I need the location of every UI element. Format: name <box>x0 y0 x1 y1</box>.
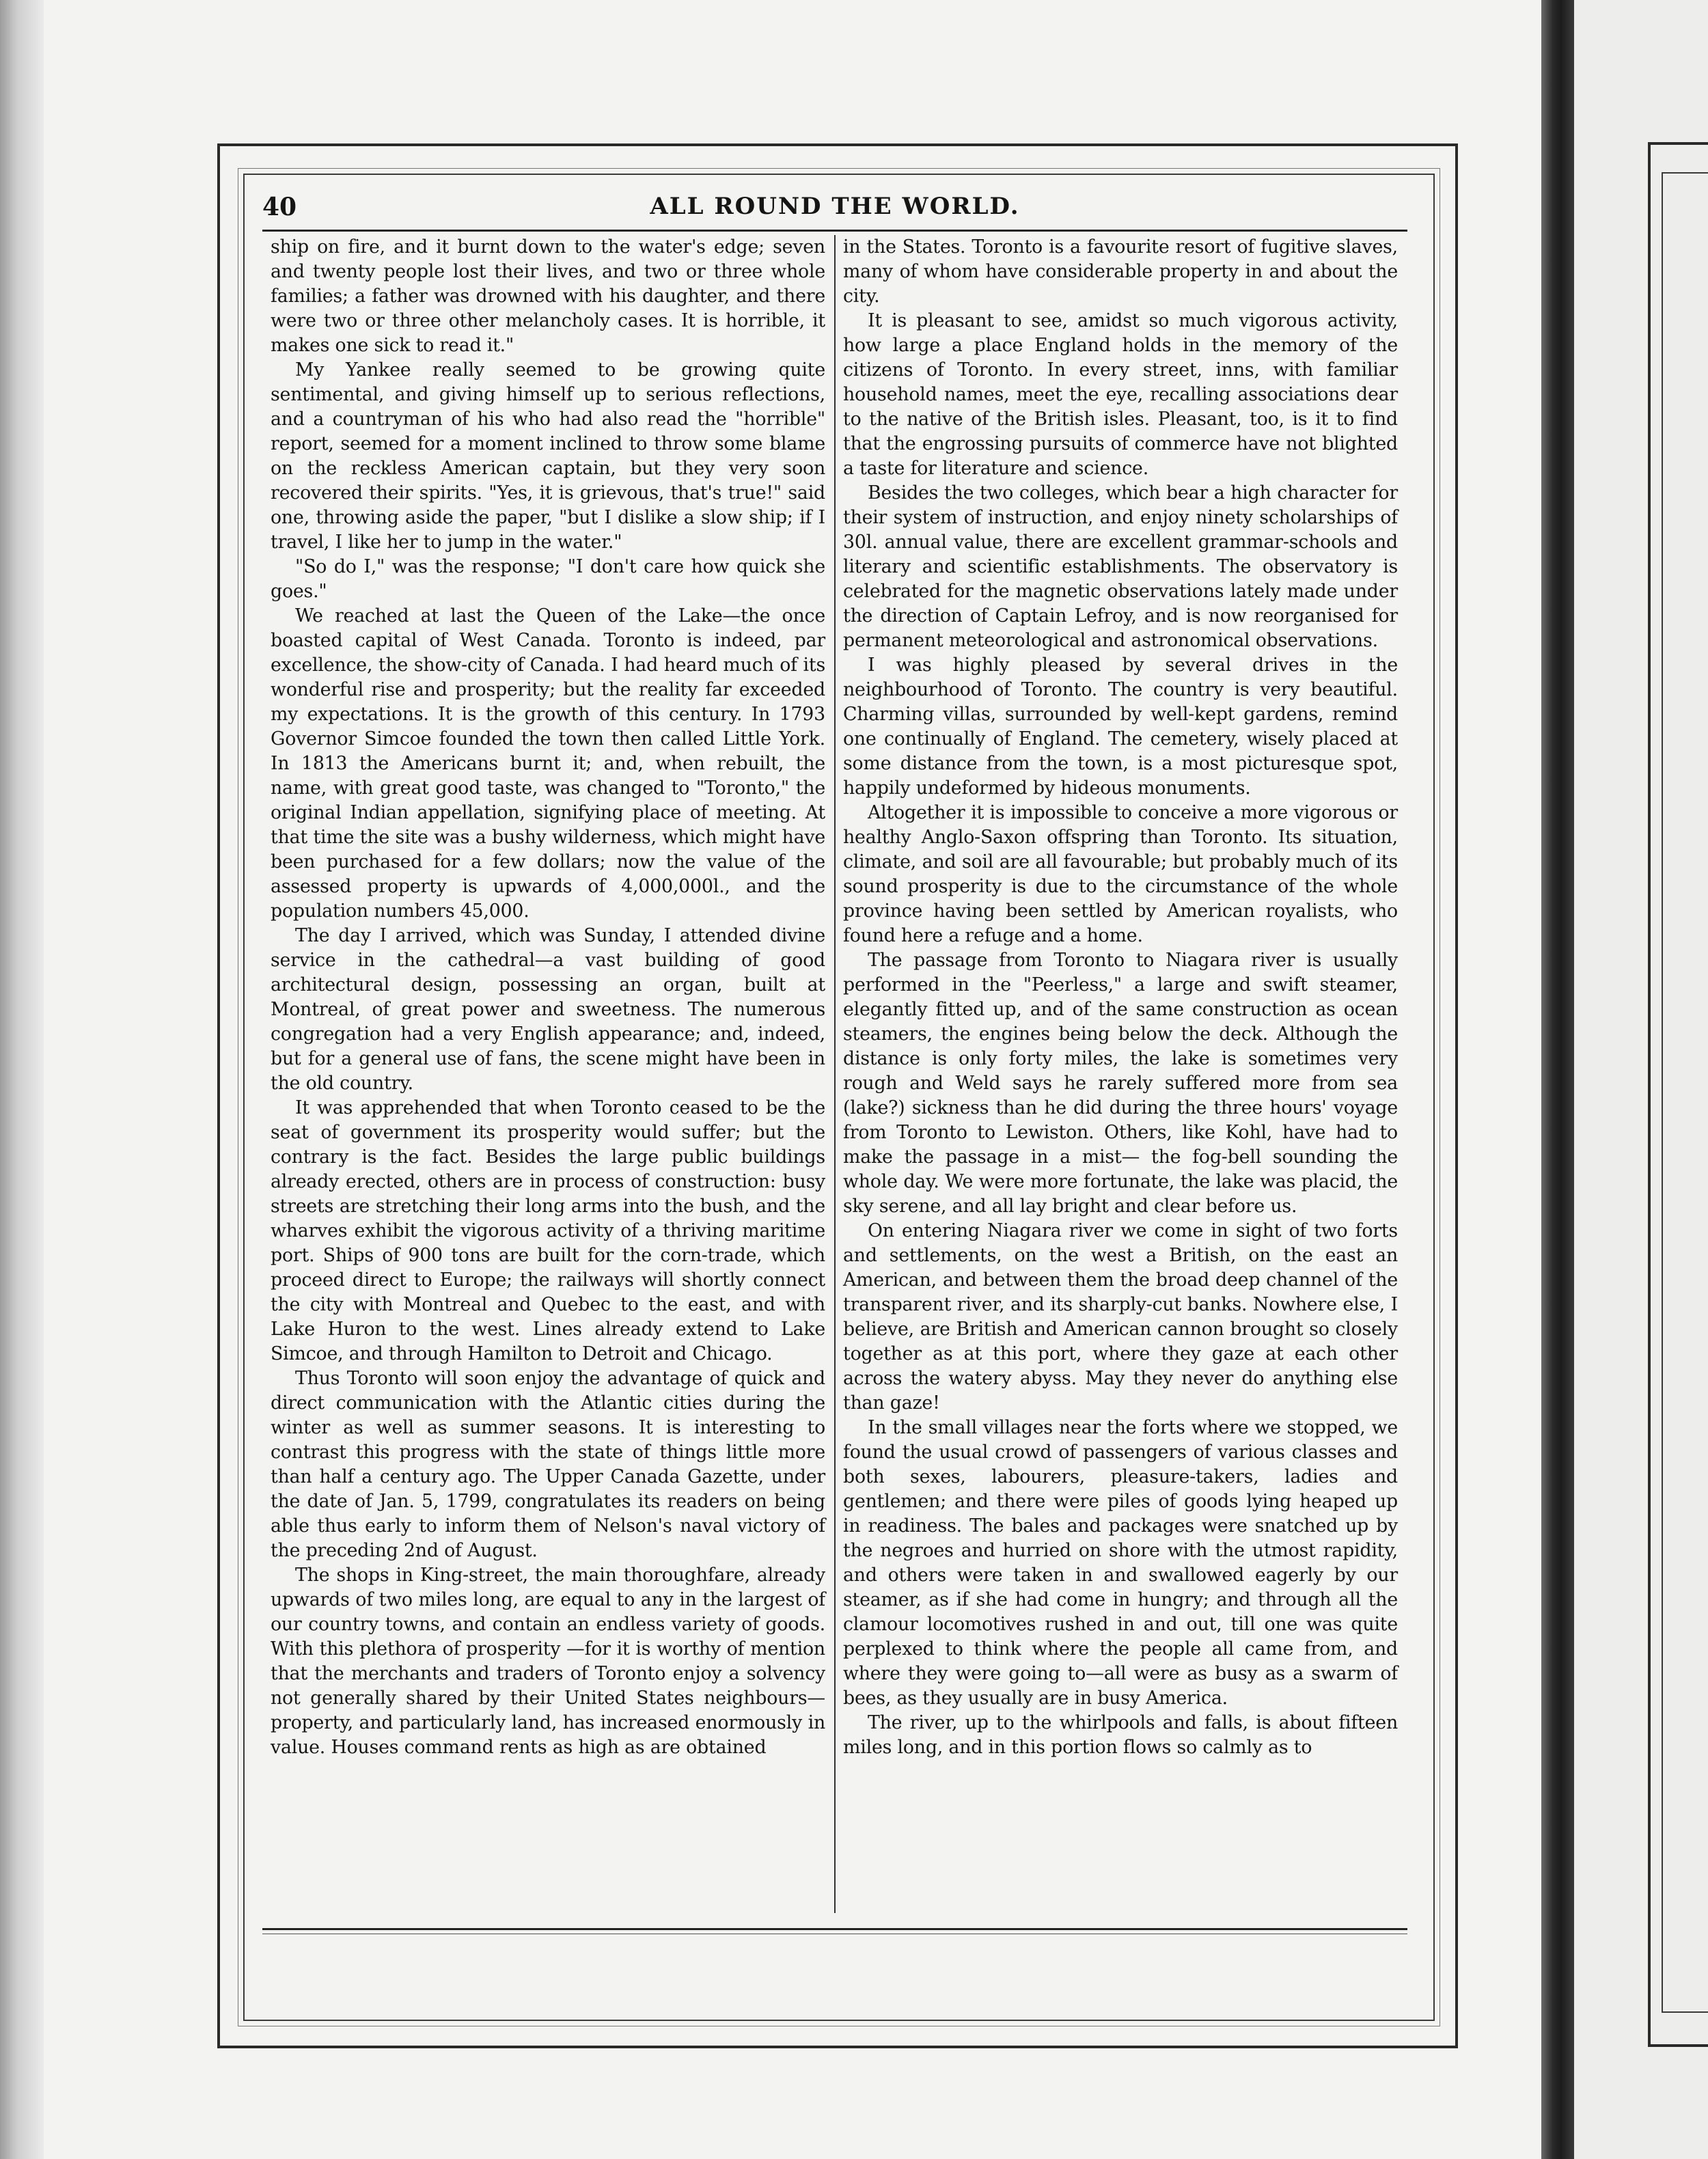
paragraph: In the small villages near the forts where we stopped, we found the usual crowd of passengers of various classes and both sexes, labourers, pleasure-takers, ladies and gentlemen; and there were piles of goods lying heaped up in readiness. The bales and packages were snatched up by the negroes and hurried on shore with the utmost rapidity, and others were taken in and swallowed eagerly by our steamer, as if she had come in hungry; and through all the clamour locomotives rushed in and out, till one was quite perplexed to think where the people all came from, and where they were going to—all were as busy as a swarm of bees, as they usually are in busy America. <box>843 1417 1398 1709</box>
paragraph: My Yankee really seemed to be growing quite sentimental, and giving himself up to serious reflections, and a countryman of his who had also read the "horrible" report, seemed for a moment inclined to throw some blame on the reckless American captain, but they very soon recovered their spirits. "Yes, it is grievous, that's true!" said one, throwing aside the paper, "but I dislike a slow ship; if I travel, I like her to jump in the water." <box>271 359 825 553</box>
paragraph: Thus Toronto will soon enjoy the advantage of quick and direct communication with the Atlantic cities during the winter as well as summer seasons. It is interesting to contrast this progress with the state of things little more than half a century ago. The Upper Canada Gazette, under the date of Jan. 5, 1799, congratulates its readers on being able thus early to inform them of Nelson's naval victory of the preceding 2nd of August. <box>271 1368 825 1561</box>
paragraph: The passage from Toronto to Niagara river is usually performed in the "Peerless," a large and swift steamer, elegantly fitted up, and of the same construction as ocean steamers, the engines being below the deck. Although the distance is only forty miles, the lake is sometimes very rough and Weld says he rarely suffered more from sea (lake?) sickness than he did during the three hours' voyage from Toronto to Lewiston. Others, like Kohl, have had to make the passage in a mist— the fog-bell sounding the whole day. We were more fortunate, the lake was placid, the sky serene, and all lay bright and clear before us. <box>843 950 1398 1217</box>
paragraph: The river, up to the whirlpools and falls, is about fifteen miles long, and in this portion flows so calmly as to <box>843 1712 1398 1758</box>
paragraph: On entering Niagara river we come in sight of two forts and settlements, on the west a British, on the east an American, and between them the broad deep channel of the transparent river, and its sharply-cut banks. Nowhere else, I believe, are British and American cannon brought so closely together as at this port, where they gaze at each other across the watery abyss. May they never do anything else than gaze! <box>843 1220 1398 1414</box>
book-spine-shadow <box>1541 0 1574 2159</box>
scan-background-left <box>0 0 44 2159</box>
paragraph: "So do I," was the response; "I don't care how quick she goes." <box>271 556 825 602</box>
footer-rule <box>262 1928 1407 1930</box>
running-title: ALL ROUND THE WORLD. <box>650 193 1020 220</box>
paragraph: The day I arrived, which was Sunday, I attended divine service in the cathedral—a vast building of good architectural design, possessing an organ, built at Montreal, of great power and sweetness. The numerous congregation had a very English appearance; and, indeed, but for a general use of fans, the scene might have been in the old country. <box>271 925 825 1094</box>
paragraph: The shops in King-street, the main thoroughfare, already upwards of two miles long, are equal to any in the largest of our country towns, and contain an endless variety of goods. With this plethora of prosperity —for it is worthy of mention that the merchants and traders of Toronto enjoy a solvency not generally shared by their United States neighbours—property, and particularly land, has increased enormously in value. Houses command rents as high as are obtained <box>271 1565 825 1758</box>
header-rule <box>262 230 1407 232</box>
paragraph: It was apprehended that when Toronto ceased to be the seat of government its prosperity would suffer; but the contrary is the fact. Besides the large public buildings already erected, others are in process of construction: busy streets are stretching their long arms into the bush, and the wharves exhibit the vigorous activity of a thriving maritime port. Ships of 900 tons are built for the corn-trade, which proceed direct to Europe; the railways will shortly connect the city with Montreal and Quebec to the east, and with Lake Huron to the west. Lines already extend to Lake Simcoe, and through Hamilton to Detroit and Chicago. <box>271 1097 825 1364</box>
paragraph: We reached at last the Queen of the Lake—the once boasted capital of West Canada. Toronto is indeed, par excellence, the show-city of Canada. I had heard much of its wonderful rise and prosperity; but the reality far exceeded my expectations. It is the growth of this century. In 1793 Governor Simcoe founded the town then called Little York. In 1813 the Americans burnt it; and, when rebuilt, the name, with great good taste, was changed to "Toronto," the original Indian appellation, signifying place of meeting. At that time the site was a bushy wilderness, which might have been purchased for a few dollars; now the value of the assessed property is upwards of 4,000,000l., and the population numbers 45,000. <box>271 605 825 922</box>
right-column <box>843 235 1398 1916</box>
paragraph: Besides the two colleges, which bear a high character for their system of instruction, and enjoy ninety scholarships of 30l. annual value, there are excellent grammar-schools and literary and scientific establishments. The observatory is celebrated for the magnetic observations lately made under the direction of Captain Lefroy, and is now reorganised for permanent meteorological and astronomical observations. <box>843 482 1398 651</box>
paragraph: in the States. Toronto is a favourite resort of fugitive slaves, many of whom have considerable property in and about the city. <box>843 236 1398 307</box>
left-column <box>271 235 825 1916</box>
paragraph: It is pleasant to see, amidst so much vigorous activity, how large a place England holds in the memory of the citizens of Toronto. In every street, inns, with familiar household names, meet the eye, recalling associations dear to the native of the British isles. Pleasant, too, is it to find that the engrossing pursuits of commerce have not blighted a taste for literature and science. <box>843 310 1398 479</box>
page-number: 40 <box>262 193 297 221</box>
paragraph: Altogether it is impossible to conceive a more vigorous or healthy Anglo-Saxon offspring than Toronto. Its situation, climate, and soil are all favourable; but probably much of its sound prosperity is due to the circumstance of the whole province having been settled by American royalists, who found here a refuge and a home. <box>843 802 1398 946</box>
paragraph: ship on fire, and it burnt down to the water's edge; seven and twenty people lost their lives, and two or three whole families; a father was drowned with his daughter, and there were two or three other melancholy cases. It is horrible, it makes one sick to read it." <box>271 236 825 356</box>
facing-page-frame-inner <box>1662 172 1708 2013</box>
running-head <box>262 193 1407 234</box>
paragraph: I was highly pleased by several drives in the neighbourhood of Toronto. The country is very beautiful. Charming villas, surrounded by well-kept gardens, remind one continually of England. The cemetery, wisely placed at some distance from the town, is a most picturesque spot, happily undeformed by hideous monuments. <box>843 655 1398 799</box>
column-divider <box>834 235 836 1913</box>
